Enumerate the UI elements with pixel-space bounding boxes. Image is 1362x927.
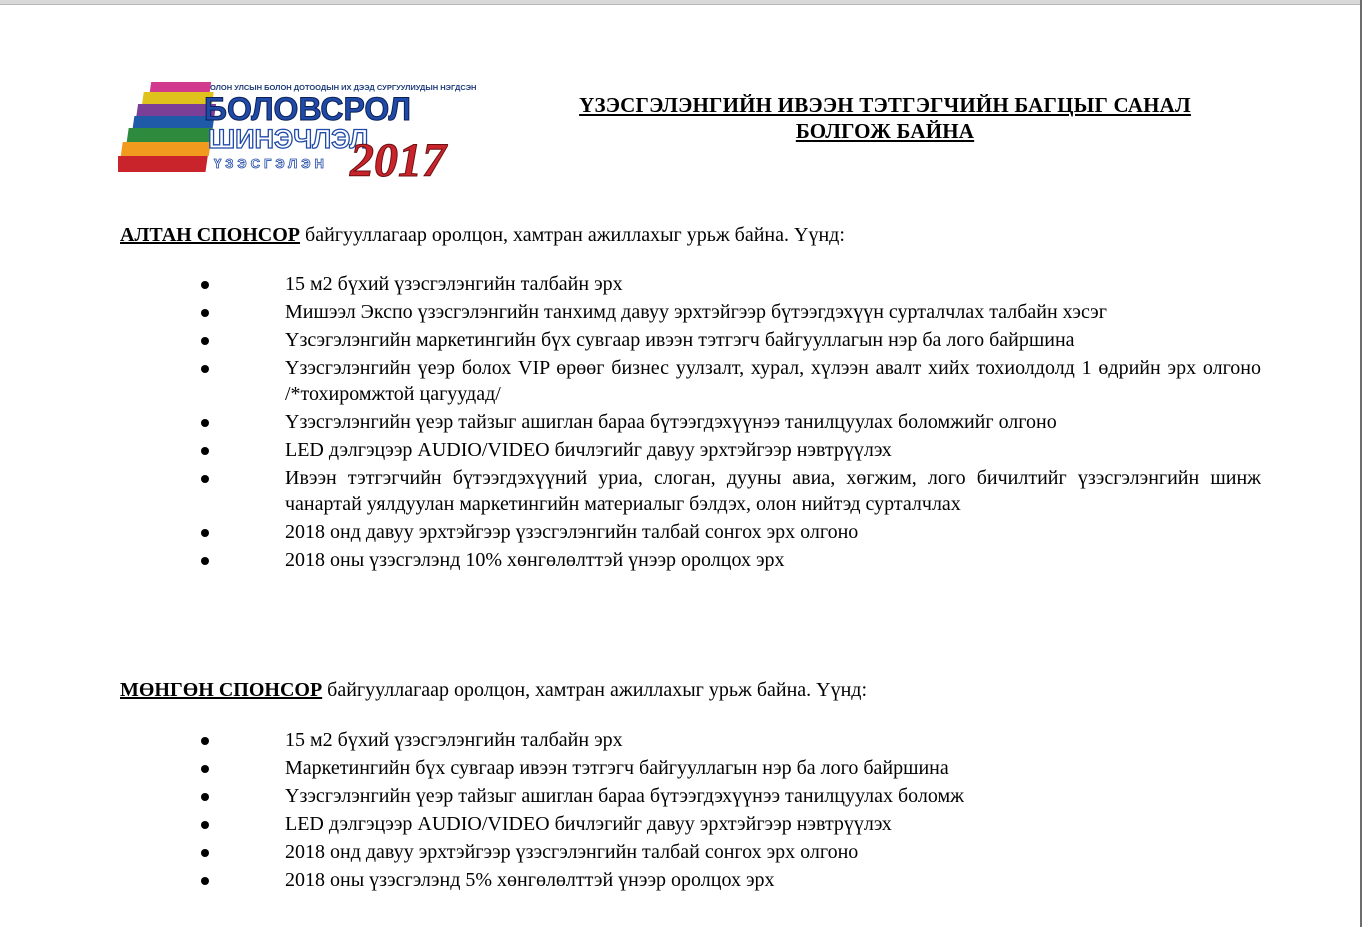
books-stack-icon	[118, 82, 216, 172]
bullet-icon	[201, 419, 209, 427]
bullet-icon	[201, 793, 209, 801]
bullet-icon	[201, 309, 209, 317]
list-item: 2018 оны үзэсгэлэнд 5% хөнгөлөлттэй үнээр оролцох эрх	[0, 867, 1261, 893]
bullet-icon	[201, 281, 209, 289]
silver-benefits-list	[0, 727, 1362, 895]
bullet-icon	[201, 337, 209, 345]
gold-sponsor-text: байгууллагаар оролцон, хамтран ажиллахыг урьж байна. Үүнд:	[300, 224, 845, 246]
bullet-icon	[201, 877, 209, 885]
list-item: 2018 онд давуу эрхтэйгээр үзэсгэлэнгийн талбай сонгох эрх олгоно	[0, 839, 1261, 865]
list-item: Маркетингийн бүх сувгаар ивээн тэтгэгч байгууллагын нэр ба лого байршина	[0, 755, 1261, 781]
bullet-icon	[201, 475, 209, 483]
exhibition-logo	[118, 76, 478, 186]
svg-text:ШИНЭЧЛЭЛ: ШИНЭЧЛЭЛ	[208, 124, 369, 154]
list-item: Үзэсгэлэнгийн үеэр тайзыг ашиглан бараа бүтээгдэхүүнээ танилцуулах боломжийг олгоно	[0, 409, 1261, 435]
window-top-border	[0, 0, 1362, 5]
silver-sponsor-title: МӨНГӨН СПОНСОР	[120, 679, 323, 701]
list-item: 2018 онд давуу эрхтэйгээр үзэсгэлэнгийн талбай сонгох эрх олгоно	[0, 519, 1261, 545]
list-item: Үзэсгэлэнгийн үеэр болох VIP өрөөг бизнес уулзалт, хурал, хүлээн авалт хийх тохиолдолд 1 өдрийн эрх олгоно /*тохиромжтой цагуудад/	[0, 355, 1261, 407]
bullet-icon	[201, 529, 209, 537]
bullet-icon	[201, 821, 209, 829]
bullet-icon	[201, 365, 209, 373]
list-item: Үзэсгэлэнгийн үеэр тайзыг ашиглан бараа бүтээгдэхүүнээ танилцуулах боломж	[0, 783, 1261, 809]
bullet-icon	[201, 765, 209, 773]
title-line-1: ҮЗЭСГЭЛЭНГИЙН ИВЭЭН ТЭТГЭГЧИЙН БАГЦЫГ САНАЛ	[579, 93, 1191, 117]
svg-text:ҮЗЭСГЭЛЭН: ҮЗЭСГЭЛЭН	[214, 156, 328, 171]
gold-sponsor-intro	[120, 222, 1260, 248]
bullet-icon	[201, 849, 209, 857]
svg-text:ОЛОН УЛСЫН БОЛОН ДОТООДЫН ИХ Д: ОЛОН УЛСЫН БОЛОН ДОТООДЫН ИХ ДЭЭД СУРГУУЛИУДЫН НЭГДСЭН	[210, 83, 477, 92]
svg-text:БОЛОВСРОЛ: БОЛОВСРОЛ	[204, 91, 411, 127]
bullet-icon	[201, 737, 209, 745]
list-item: 2018 оны үзэсгэлэнд 10% хөнгөлөлттэй үнээр оролцох эрх	[0, 547, 1261, 573]
title-line-2: БОЛГОЖ БАЙНА	[795, 119, 975, 143]
list-item: 15 м2 бүхий үзэсгэлэнгийн талбайн эрх	[0, 271, 1261, 297]
gold-benefits-list	[0, 271, 1362, 575]
list-item: Ивээн тэтгэгчийн бүтээгдэхүүний уриа, слоган, дууны авиа, хөгжим, лого бичилтийг үзэсгэлэнгийн шинж чанартай уялдуулан маркетингийн материалыг бэлдэх, олон нийтэд сурталчлах	[0, 465, 1261, 517]
bullet-icon	[201, 557, 209, 565]
page-title	[520, 92, 1250, 144]
svg-text:2017: 2017	[350, 134, 446, 186]
bullet-icon	[201, 447, 209, 455]
list-item: Мишээл Экспо үзэсгэлэнгийн танхимд давуу эрхтэйгээр бүтээгдэхүүн сурталчлах талбайн хэсэг	[0, 299, 1261, 325]
list-item: LED дэлгэцээр AUDIO/VIDEO бичлэгийг давуу эрхтэйгээр нэвтрүүлэх	[0, 811, 1261, 837]
list-item: Үзсэгэлэнгийн маркетингийн бүх сувгаар ивээн тэтгэгч байгууллагын нэр ба лого байршина	[0, 327, 1261, 353]
silver-sponsor-text: байгууллагаар оролцон, хамтран ажиллахыг урьж байна. Үүнд:	[322, 679, 868, 701]
gold-sponsor-title: АЛТАН СПОНСОР	[120, 224, 301, 246]
list-item: LED дэлгэцээр AUDIO/VIDEO бичлэгийг давуу эрхтэйгээр нэвтрүүлэх	[0, 437, 1261, 463]
list-item: 15 м2 бүхий үзэсгэлэнгийн талбайн эрх	[0, 727, 1261, 753]
silver-sponsor-intro	[120, 677, 1260, 703]
